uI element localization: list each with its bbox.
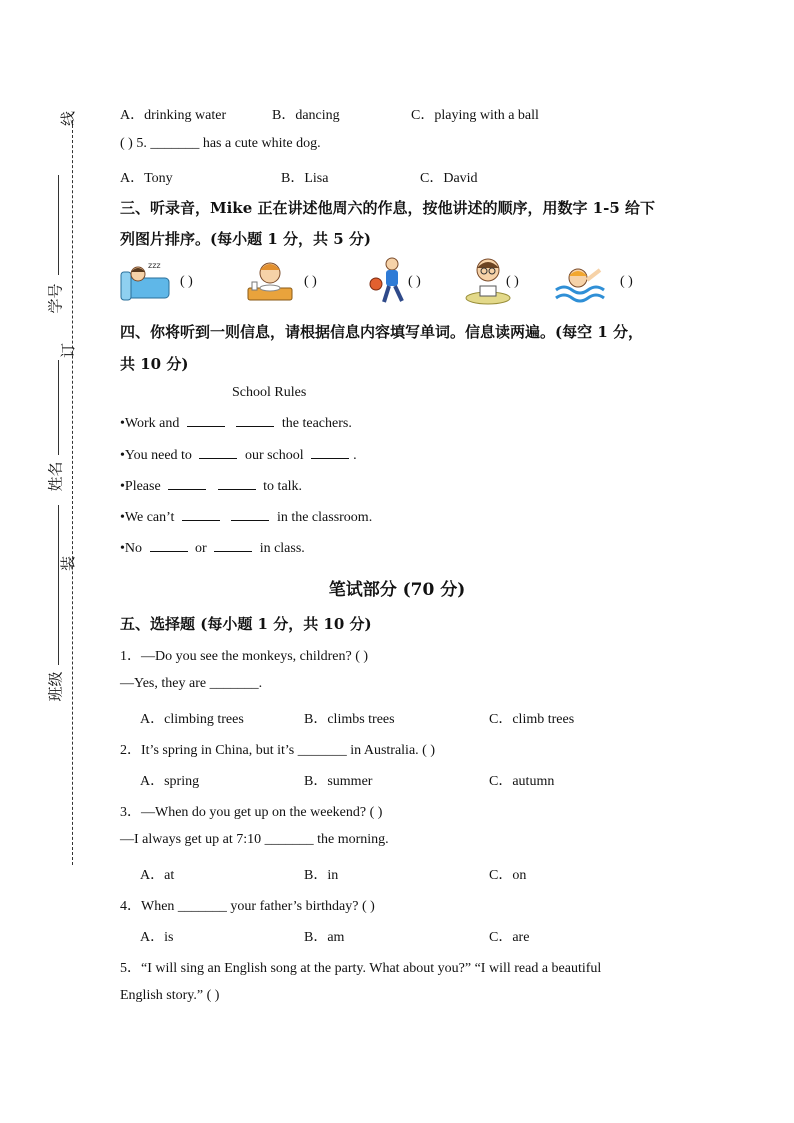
section-4-title-line2: 共 10 分) [120,355,189,373]
prev-option-b: B．dancing [272,108,340,123]
order-blank-4[interactable]: ( ) [506,274,519,289]
prev-option-c: C．playing with a ball [411,108,539,123]
q2-option-a[interactable]: A．spring [140,774,200,789]
rule-4-blank-1[interactable] [182,519,220,521]
mc-question-5: 5．“I will sing an English song at the party. What about you?” “I will read a beautiful [120,961,602,976]
rule-1-end: the teachers. [281,416,352,431]
rule-5-blank-2[interactable] [214,550,252,552]
rule-2-text: •You need to [120,448,192,463]
margin-label-student-id: 学号 [46,283,65,314]
student-id-field[interactable] [58,175,59,275]
rule-1-blank-2[interactable] [236,425,274,427]
section-4-title-line1: 四、你将听到一则信息，请根据信息内容填写单词。信息读两遍。(每空 1 分， [120,323,643,341]
q4-option-b[interactable]: B．am [304,930,345,945]
rule-1-blank-1[interactable] [187,425,225,427]
rule-2-blank-1[interactable] [199,457,237,459]
q4-option-a[interactable]: A．is [140,930,174,945]
q1-option-a[interactable]: A．climbing trees [140,712,244,727]
swimming-boy-icon [554,256,610,306]
q5-option-a: A．Tony [120,171,173,186]
mc-question-1: 1．—Do you see the monkeys, children? ( ) [120,649,369,664]
section-5-title: 五、选择题 (每小题 1 分，共 10 分) [120,615,372,633]
rule-5-text: •No [120,541,143,556]
mc-question-5-cont: English story.” ( ) [120,988,220,1003]
rule-5-blank-1[interactable] [150,550,188,552]
order-blank-3[interactable]: ( ) [408,274,421,289]
rule-1-text: •Work and [120,416,180,431]
margin-label-bind: 订 [59,342,78,359]
sleeping-boy-icon [118,256,174,306]
eating-boy-icon [242,256,298,306]
q3-option-c[interactable]: C．on [489,868,527,883]
rule-2-end: . [353,448,357,463]
margin-label-line: 线 [59,110,78,127]
mc-question-3: 3．—When do you get up on the weekend? ( ) [120,805,383,820]
mc-question-2: 2．It’s spring in China, but it’s _______ in Australia. ( ) [120,743,435,758]
rule-4-end: in the classroom. [276,510,373,525]
q5-option-c: C．David [420,171,478,186]
section-3-title-line1: 三、听录音，Mike 正在讲述他周六的作息，按他讲述的顺序，用数字 1-5 给下 [120,199,656,217]
q2-option-b[interactable]: B．summer [304,774,373,789]
mc-question-4: 4．When _______ your father’s birthday? ( ) [120,899,375,914]
q1-option-b[interactable]: B．climbs trees [304,712,395,727]
section-3-title-line2: 列图片排序。(每小题 1 分，共 5 分) [120,230,371,248]
q5-option-b: B．Lisa [281,171,329,186]
school-rules-heading: School Rules [232,385,307,400]
rule-2-mid: our school [244,448,304,463]
rule-3 [120,479,302,495]
rule-3-end: to talk. [263,479,303,494]
q1-option-c[interactable]: C．climb trees [489,712,575,727]
picture-row [118,256,678,308]
q3-option-b[interactable]: B．in [304,868,339,883]
rule-4 [120,510,372,526]
rule-2-blank-2[interactable] [311,457,349,459]
rule-3-blank-1[interactable] [168,488,206,490]
rule-4-blank-2[interactable] [231,519,269,521]
q3-option-a[interactable]: A．at [140,868,175,883]
mc-question-3-answer: —I always get up at 7:10 _______ the morning. [120,832,389,847]
margin-label-class: 班级 [46,671,65,702]
rule-3-blank-2[interactable] [218,488,256,490]
q4-option-c[interactable]: C．are [489,930,530,945]
order-blank-5[interactable]: ( ) [620,274,633,289]
prev-option-a: A．drinking water [120,108,227,123]
rule-3-text: •Please [120,479,161,494]
order-blank-2[interactable]: ( ) [304,274,317,289]
margin-label-name: 姓名 [46,461,65,492]
question-5-listening: ( ) 5. _______ has a cute white dog. [120,136,321,151]
rule-5-end: in class. [259,541,305,556]
margin-label-fasten: 装 [59,555,78,572]
order-blank-1[interactable]: ( ) [180,274,193,289]
written-part-title: 笔试部分 (70 分) [328,580,466,600]
rule-1 [120,416,352,432]
rule-5-mid: or [195,541,207,556]
mc-question-1-answer: —Yes, they are _______. [120,676,263,691]
q2-option-c[interactable]: C．autumn [489,774,555,789]
cut-line [72,120,73,865]
rule-5 [120,541,305,557]
name-field[interactable] [58,360,59,455]
rule-2 [120,448,357,464]
binding-margin [0,0,90,1123]
rule-4-text: •We can’t [120,510,175,525]
svg-text:zzz: zzz [148,261,161,270]
